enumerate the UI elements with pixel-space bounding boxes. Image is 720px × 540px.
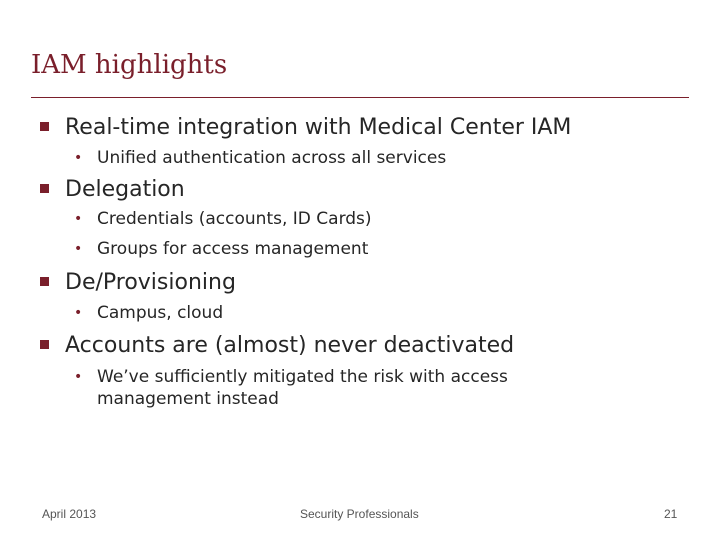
footer-title: Security Professionals — [300, 507, 419, 521]
slide-title: IAM highlights — [31, 50, 228, 80]
bullet-2-text: Delegation — [65, 177, 185, 202]
subbullet-4-1-text: We’ve sufficiently mitigated the risk with access management instead — [97, 367, 508, 409]
bullet-3-text: De/Provisioning — [65, 270, 236, 295]
page-number: 21 — [664, 507, 678, 521]
square-bullet-icon — [40, 122, 49, 131]
subbullet-1-1-text: Unified authentication across all services — [97, 148, 447, 168]
square-bullet-icon — [40, 277, 49, 286]
dot-bullet-icon: • — [74, 305, 83, 321]
square-bullet-icon — [40, 340, 49, 349]
dot-bullet-icon: • — [74, 150, 83, 166]
subbullet-2-1-text: Credentials (accounts, ID Cards) — [97, 209, 372, 229]
bullet-4-text: Accounts are (almost) never deactivated — [65, 333, 515, 358]
subbullet-4-1 — [74, 366, 674, 414]
dot-bullet-icon: • — [74, 369, 83, 385]
subbullet-2-2-text: Groups for access management — [97, 239, 369, 259]
subbullet-3-1-text: Campus, cloud — [97, 303, 224, 323]
dot-bullet-icon: • — [74, 241, 83, 257]
dot-bullet-icon: • — [74, 211, 83, 227]
footer-date: April 2013 — [42, 507, 97, 521]
bullet-1-text: Real-time integration with Medical Center IAM — [65, 115, 572, 140]
square-bullet-icon — [40, 184, 49, 193]
